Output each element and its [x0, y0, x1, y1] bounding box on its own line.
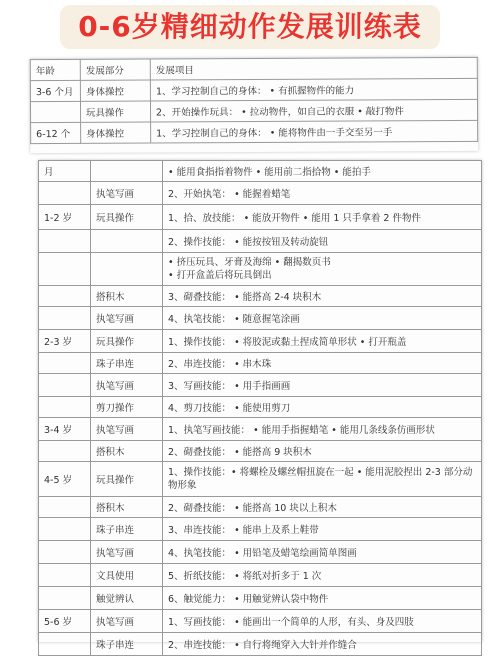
cell-item: 1、拾、放技能： • 能放开物件 • 能用 1 只手拿着 2 件物件	[163, 205, 482, 230]
table-row	[39, 541, 482, 564]
table-row	[39, 397, 482, 418]
cell-item: 2、开始操作玩具： • 拉动物件，如自己的衣服 • 敲打物件	[150, 99, 477, 122]
cell-age	[39, 564, 91, 587]
cell-age: 4-5 岁	[39, 462, 91, 497]
table-row	[31, 120, 478, 143]
cell-age: 1-2 岁	[39, 205, 91, 230]
cell-item: 2、串连技能： • 自行将绳穿入大针并作缝合	[163, 633, 482, 656]
table-row	[39, 497, 482, 518]
cell-area: 文具使用	[91, 564, 163, 587]
cell-area: 珠子串连	[91, 518, 163, 541]
cell-item: 2、操作技能： • 能按按钮及转动旋钮	[163, 230, 482, 253]
header-area: 发展部分	[80, 59, 150, 80]
cell-area: 玩具操作	[80, 101, 150, 122]
cell-age	[39, 633, 91, 656]
table-header-row	[30, 57, 477, 80]
cell-item: • 挤压玩具、牙膏及海绵 • 翻揭数页书 • 打开盒盖后将玩具倒出	[163, 253, 482, 286]
cell-area: 执笔写画	[91, 182, 163, 205]
cell-area: 玩具操作	[91, 330, 163, 353]
table-row	[39, 518, 482, 541]
cell-age	[39, 182, 91, 205]
header-item: 发展项目	[150, 57, 477, 80]
cell-item: 2、串连技能： • 串木珠	[163, 353, 482, 374]
cell-item: 4、执笔技能： • 随意握笔涂画	[163, 307, 482, 330]
cell-age	[39, 397, 91, 418]
cell-age: 3-4 岁	[39, 418, 91, 441]
cell-age: 6-12 个	[31, 122, 81, 143]
cell-age	[39, 286, 91, 307]
header-age: 年龄	[30, 59, 80, 80]
cell-item: 1、学习控制自己的身体： • 能将物件由一手交至另一手	[151, 120, 478, 143]
table-row	[39, 161, 482, 182]
cell-area: 剪刀操作	[91, 397, 163, 418]
cell-item: 2、砌叠技能： • 能搭高 10 块以上积木	[163, 497, 482, 518]
cell-age	[39, 497, 91, 518]
cell-item: 1、执笔写画技能： • 能用手指握蜡笔 • 能用几条线条仿画形状	[163, 418, 482, 441]
table-row	[39, 441, 482, 462]
sheet-2	[38, 160, 482, 651]
cell-age	[39, 518, 91, 541]
cell-item: 1、操作技能： • 将胶泥或黏土捏成简单形状 • 打开瓶盖	[163, 330, 482, 353]
cell-area: 触觉辨认	[91, 587, 163, 610]
table-row	[39, 182, 482, 205]
cell-area	[91, 230, 163, 253]
table-row	[30, 99, 477, 122]
table-row	[39, 610, 482, 633]
cell-area: 搭积木	[91, 497, 163, 518]
cell-item: • 能用食指指着物件 • 能用前二指拾物 • 能拍手	[163, 161, 482, 182]
cell-age: 3-6 个月	[30, 80, 80, 101]
cell-item: 4、剪刀技能： • 能使用剪刀	[163, 397, 482, 418]
table-row	[39, 230, 482, 253]
table-row	[39, 286, 482, 307]
table-row	[39, 253, 482, 286]
cell-age	[39, 253, 91, 286]
cell-age	[39, 374, 91, 397]
cell-item: 6、触觉能力： • 用触觉辨认袋中物件	[163, 587, 482, 610]
cell-area: 执笔写画	[91, 541, 163, 564]
title-banner	[0, 0, 500, 54]
cell-area: 身体操控	[81, 122, 151, 143]
cell-age: 5-6 岁	[39, 610, 91, 633]
cell-item: 1、写画技能： • 能画出一个简单的人形，有头、身及四肢	[163, 610, 482, 633]
cell-area: 玩具操作	[91, 205, 163, 230]
cell-area: 执笔写画	[91, 374, 163, 397]
cell-item: 3、写画技能： • 用手指画画	[163, 374, 482, 397]
cell-item: 4、执笔技能： • 用铅笔及蜡笔绘画简单图画	[163, 541, 482, 564]
table-row	[39, 353, 482, 374]
cell-item: 1、学习控制自己的身体： • 有抓握物件的能力	[150, 78, 477, 101]
cell-area: 身体操控	[80, 80, 150, 101]
cell-age: 月	[39, 161, 91, 182]
table-row	[39, 633, 482, 656]
cell-item: 5、折纸技能： • 将纸对折多于 1 次	[163, 564, 482, 587]
cell-item: 1、操作技能：• 将螺栓及螺丝帽扭旋在一起 • 能用泥胶捏出 2-3 部分动物形象	[163, 462, 482, 497]
development-table-2	[38, 160, 482, 656]
cell-age	[39, 230, 91, 253]
cell-area	[91, 161, 163, 182]
cell-item: 3、串连技能： • 能串上及系上鞋带	[163, 518, 482, 541]
cell-area: 执笔写画	[91, 307, 163, 330]
cell-item: 2、砌叠技能： • 能搭高 9 块积木	[163, 441, 482, 462]
page-title: 0-6岁精细动作发展训练表	[60, 5, 440, 49]
cell-age: 2-3 岁	[39, 330, 91, 353]
cell-age	[39, 307, 91, 330]
cell-area: 玩具操作	[91, 462, 163, 497]
table-row	[39, 418, 482, 441]
table-row	[39, 587, 482, 610]
cell-area: 搭积木	[91, 286, 163, 307]
cell-area: 执笔写画	[91, 418, 163, 441]
table-row	[39, 462, 482, 497]
cell-age	[39, 541, 91, 564]
cell-age	[30, 101, 80, 122]
table-row	[39, 564, 482, 587]
cell-area: 搭积木	[91, 441, 163, 462]
cell-area: 珠子串连	[91, 633, 163, 656]
cell-area: 珠子串连	[91, 353, 163, 374]
sheet-1	[30, 57, 478, 153]
cell-age	[39, 441, 91, 462]
cell-area: 执笔写画	[91, 610, 163, 633]
table-row	[39, 307, 482, 330]
table-row	[39, 330, 482, 353]
development-table-1	[30, 57, 478, 144]
table-row	[39, 374, 482, 397]
cell-age	[39, 587, 91, 610]
cell-item: 2、开始执笔： • 能握着蜡笔	[163, 182, 482, 205]
cell-item: 3、砌叠技能： • 能搭高 2-4 块积木	[163, 286, 482, 307]
cell-age	[39, 353, 91, 374]
cell-area	[91, 253, 163, 286]
table-row	[30, 78, 477, 101]
table-row	[39, 205, 482, 230]
